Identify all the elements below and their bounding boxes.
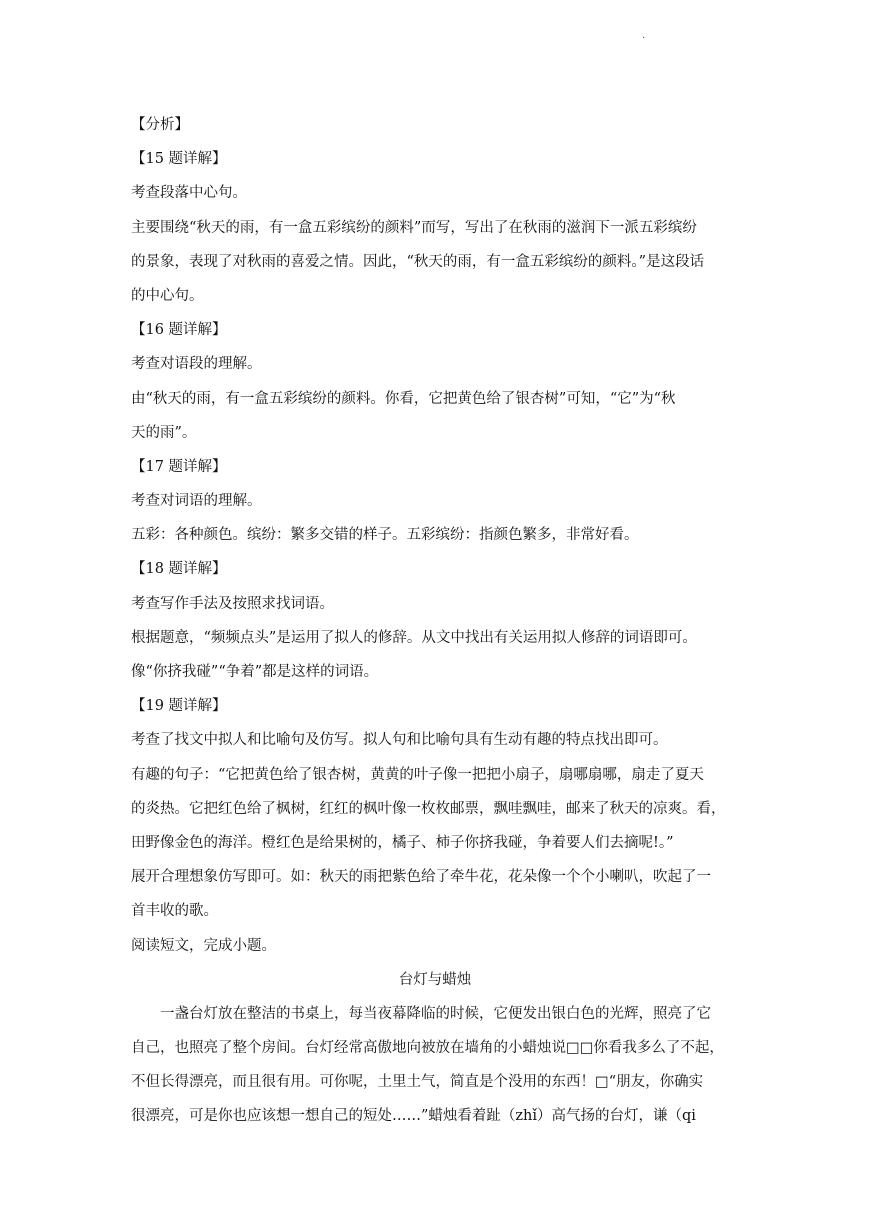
text-line: 展开合理想象仿写即可。如：秋天的雨把紫色给了牵牛花，花朵像一个个小喇叭，吹起了一 — [131, 869, 711, 886]
text-line: 主要围绕“秋天的雨，有一盒五彩缤纷的颜料”而写，写出了在秋雨的滋润下一派五彩缤纷 — [131, 219, 697, 236]
text-line: 考查对词语的理解。 — [131, 493, 262, 510]
text-line: 考查对语段的理解。 — [131, 356, 262, 373]
section-heading: 【15 题详解】 — [131, 151, 227, 168]
document-body — [131, 108, 739, 1134]
text-line: 考查段落中心句。 — [131, 185, 247, 202]
text-line: 像“你挤我碰”“争着”都是这样的词语。 — [131, 664, 379, 680]
section-heading: 【18 题详解】 — [131, 561, 227, 578]
text-line: 的景象，表现了对秋雨的喜爱之情。因此，“秋天的雨，有一盒五彩缤纷的颜料。”是这段话 — [131, 253, 705, 270]
section-heading: 【19 题详解】 — [131, 698, 227, 715]
text-line: 天的雨”。 — [131, 424, 197, 441]
text-line: 由“秋天的雨，有一盒五彩缤纷的颜料。你看，它把黄色给了银杏树”可知，“它”为“秋 — [131, 390, 676, 407]
passage-title: 台灯与蜡烛 — [398, 971, 472, 988]
text-line: 考查了找文中拟人和比喻句及仿写。拟人句和比喻句具有生动有趣的特点找出即可。 — [131, 732, 668, 749]
text-line: 根据题意，“频频点头”是运用了拟人的修辞。从文中找出有关运用拟人修辞的词语即可。 — [131, 629, 697, 646]
section-heading: 【分析】 — [131, 117, 189, 133]
text-line: 的中心句。 — [131, 287, 204, 304]
text-line: 首丰收的歌。 — [131, 903, 218, 920]
text-line: 不但长得漂亮，而且很有用。可你呢，土里土气，简直是个没用的东西！□“朋友，你确实 — [131, 1074, 704, 1091]
text-line: 有趣的句子：“它把黄色给了银杏树，黄黄的叶子像一把把小扇子，扇哪扇哪，扇走了夏天 — [131, 766, 704, 783]
header-mark: . — [642, 30, 646, 41]
text-line: 自己，也照亮了整个房间。台灯经常高傲地向被放在墙角的小蜡烛说□□你看我多么了不起， — [131, 1040, 724, 1057]
paragraph-first-line: 一盏台灯放在整洁的书桌上，每当夜幕降临的时候，它便发出银白色的光辉，照亮了它 — [160, 1005, 711, 1022]
text-line: 的炎热。它把红色给了枫树，红红的枫叶像一枚枚邮票，飘哇飘哇，邮来了秋天的凉爽。看， — [131, 800, 726, 817]
section-heading: 【17 题详解】 — [131, 458, 227, 475]
text-line: 五彩：各种颜色。缤纷：繁多交错的样子。五彩缤纷：指颜色繁多，非常好看。 — [131, 527, 639, 544]
section-heading: 【16 题详解】 — [131, 322, 227, 339]
text-line: 田野像金色的海洋。橙红色是给果树的，橘子、柿子你挤我碰，争着要人们去摘呢!。” — [131, 834, 674, 851]
text-line: 很漂亮，可是你也应该想一想自己的短处……”蜡烛看着趾（zhǐ）高气扬的台灯，谦（qi — [131, 1108, 696, 1125]
text-line: 阅读短文，完成小题。 — [131, 937, 276, 954]
text-line: 考查写作手法及按照求找词语。 — [131, 595, 334, 612]
